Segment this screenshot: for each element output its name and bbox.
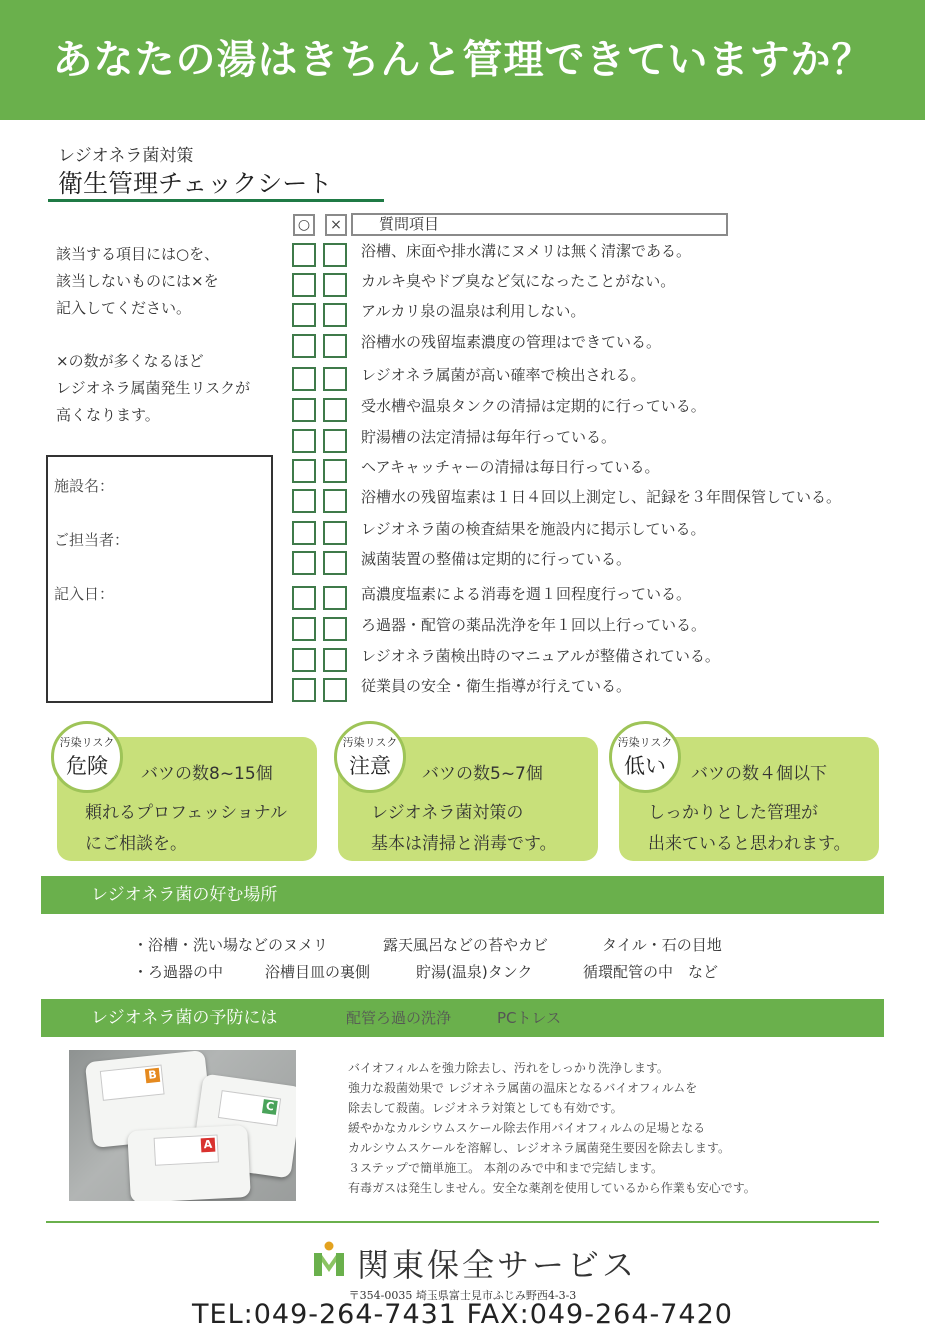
person-in-charge-field[interactable]: ご担当者：: [54, 531, 130, 549]
instruction-line: 記入してください。: [56, 299, 192, 317]
description-line: バイオフィルムを強力除去し、汚れをしっかり洗浄します。: [348, 1061, 669, 1075]
risk-message-line: しっかりとした管理が: [648, 803, 818, 823]
place-item: 循環配管の中 など: [583, 963, 719, 981]
page-title: あなたの湯はきちんと管理できていますか？: [52, 37, 873, 83]
place-item: 貯湯(温泉)タンク: [416, 963, 533, 981]
cross-count-range: バツの数４個以下: [691, 764, 827, 784]
product-photo: [69, 1050, 296, 1201]
header-banner: [0, 0, 925, 120]
question-column-header: 質問項目: [351, 213, 728, 236]
risk-badge-caption: 汚染リスク: [617, 736, 673, 749]
ok-checkbox[interactable]: [292, 303, 316, 327]
place-item: 露天風呂などの苔やカビ: [383, 936, 549, 954]
description-line: 緩やかなカルシウムスケール除去作用バイオフィルムの足場となる: [348, 1121, 706, 1135]
ok-checkbox[interactable]: [292, 617, 316, 641]
sheet-subtitle: レジオネラ菌対策: [58, 146, 194, 166]
section-title: レジオネラ菌の好む場所: [91, 885, 278, 905]
instruction-line: 該当する項目には○を、: [56, 245, 220, 263]
risk-card-low: [619, 737, 879, 861]
description-line: カルシウムスケールを溶解し、レジオネラ属菌発生要因を除去します。: [348, 1141, 730, 1155]
risk-message-line: レジオネラ菌対策の: [371, 803, 524, 823]
instruction-line: レジオネラ属菌発生リスクが: [56, 379, 251, 397]
risk-level-label: 危険: [66, 754, 108, 778]
ok-checkbox[interactable]: [292, 429, 316, 453]
facility-info-box[interactable]: [46, 455, 273, 703]
ng-checkbox[interactable]: [323, 617, 347, 641]
risk-card-caution: [338, 737, 598, 861]
product-bag-label: [100, 1065, 165, 1101]
ok-checkbox[interactable]: [292, 678, 316, 702]
footer-divider: [46, 1221, 879, 1223]
section-title: レジオネラ菌の予防には: [91, 1008, 278, 1028]
risk-badge: [609, 721, 681, 793]
risk-message-line: 出来ていると思われます。: [648, 834, 851, 854]
risk-message-line: 頼れるプロフェッショナル: [85, 803, 287, 823]
ok-checkbox[interactable]: [292, 243, 316, 267]
ok-checkbox[interactable]: [292, 521, 316, 545]
question-item: レジオネラ属菌が高い確率で検出される。: [361, 366, 646, 384]
risk-level-label: 低い: [624, 754, 666, 778]
question-item: 貯湯槽の法定清掃は毎年行っている。: [361, 428, 617, 446]
product-name: 配管ろ過の洗浄: [346, 1009, 452, 1027]
facility-name-field[interactable]: 施設名：: [54, 477, 115, 495]
description-line: 除去して殺菌。レジオネラ対策としても有効です。: [348, 1101, 623, 1115]
title-underline: [48, 199, 384, 202]
contact-numbers: TEL:049-264-7431 FAX:049-264-7420: [192, 1299, 733, 1330]
sheet-title: 衛生管理チェックシート: [58, 169, 333, 198]
product-bag-label: [154, 1134, 219, 1165]
ng-checkbox[interactable]: [323, 586, 347, 610]
ng-checkbox[interactable]: [323, 303, 347, 327]
ok-column-header: ○: [293, 214, 315, 236]
risk-level-label: 注意: [349, 754, 391, 778]
bag-letter-badge: A: [201, 1138, 216, 1153]
risk-card-danger: [57, 737, 317, 861]
question-item: 高濃度塩素による消毒を週１回程度行っている。: [361, 585, 692, 603]
ok-checkbox[interactable]: [292, 334, 316, 358]
question-item: 滅菌装置の整備は定期的に行っている。: [361, 550, 632, 568]
ng-column-header: ×: [325, 214, 347, 236]
place-item: ・浴槽・洗い場などのヌメリ: [133, 936, 329, 954]
question-item: 浴槽水の残留塩素濃度の管理はできている。: [361, 333, 662, 351]
ok-checkbox[interactable]: [292, 459, 316, 483]
risk-badge-caption: 汚染リスク: [342, 736, 398, 749]
ng-checkbox[interactable]: [323, 551, 347, 575]
place-item: タイル・石の目地: [602, 936, 722, 954]
risk-message-line: にご相談を。: [85, 834, 187, 854]
instruction-line: ×の数が多くなるほど: [56, 352, 204, 370]
ok-checkbox[interactable]: [292, 648, 316, 672]
description-line: 強力な殺菌効果で レジオネラ属菌の温床となるバイオフィルムを: [348, 1081, 698, 1095]
ng-checkbox[interactable]: [323, 678, 347, 702]
question-item: 従業員の安全・衛生指導が行えている。: [361, 677, 632, 695]
ng-checkbox[interactable]: [323, 398, 347, 422]
bag-letter-badge: C: [262, 1099, 278, 1115]
question-item: アルカリ泉の温泉は利用しない。: [361, 302, 586, 320]
product-name: PCトレス: [497, 1009, 562, 1027]
company-logo-icon: [312, 1240, 346, 1278]
risk-message-line: 基本は清掃と消毒です。: [371, 834, 557, 854]
company-name: 関東保全サービス: [357, 1246, 638, 1284]
places-section-header: [41, 876, 884, 914]
product-bag: [127, 1125, 251, 1201]
description-line: 有毒ガスは発生しません。安全な薬剤を使用しているから作業も安心です。: [348, 1181, 756, 1195]
ok-checkbox[interactable]: [292, 489, 316, 513]
ng-checkbox[interactable]: [323, 334, 347, 358]
ng-checkbox[interactable]: [323, 648, 347, 672]
instruction-line: 該当しないものには×を: [56, 272, 219, 290]
bag-letter-badge: B: [145, 1068, 160, 1083]
ok-checkbox[interactable]: [292, 586, 316, 610]
ng-checkbox[interactable]: [323, 489, 347, 513]
ng-checkbox[interactable]: [323, 459, 347, 483]
question-item: カルキ臭やドブ臭など気になったことがない。: [361, 272, 676, 290]
cross-count-range: バツの数8~15個: [141, 764, 273, 784]
question-item: 浴槽、床面や排水溝にヌメリは無く清潔である。: [361, 242, 692, 260]
ok-checkbox[interactable]: [292, 398, 316, 422]
ng-checkbox[interactable]: [323, 429, 347, 453]
description-line: ３ステップで簡単施工。 本剤のみで中和まで完結します。: [348, 1161, 663, 1175]
product-bag-label: [218, 1090, 281, 1126]
ng-checkbox[interactable]: [323, 273, 347, 297]
company-address: 〒354-0035 埼玉県富士見市ふじみ野西4-3-3: [348, 1289, 577, 1302]
question-item: ヘアキャッチャーの清掃は毎日行っている。: [361, 458, 660, 476]
ok-checkbox[interactable]: [292, 367, 316, 391]
place-item: 浴槽目皿の裏側: [265, 963, 371, 981]
ng-checkbox[interactable]: [323, 243, 347, 267]
risk-badge: [51, 721, 123, 793]
question-item: 浴槽水の残留塩素は１日４回以上測定し、記録を３年間保管している。: [361, 488, 842, 506]
risk-badge-caption: 汚染リスク: [59, 736, 115, 749]
product-description: [348, 1058, 756, 1198]
place-item: ・ろ過器の中: [133, 963, 224, 981]
risk-badge: [334, 721, 406, 793]
ng-checkbox[interactable]: [323, 367, 347, 391]
instruction-line: 高くなります。: [56, 406, 160, 424]
prevention-section-header: [41, 999, 884, 1037]
question-item: 受水槽や温泉タンクの清掃は定期的に行っている。: [361, 397, 706, 415]
question-item: ろ過器・配管の薬品洗浄を年１回以上行っている。: [361, 616, 707, 634]
question-item: レジオネラ菌検出時のマニュアルが整備されている。: [361, 647, 720, 665]
ok-checkbox[interactable]: [292, 551, 316, 575]
cross-count-range: バツの数5~7個: [422, 764, 543, 784]
ok-checkbox[interactable]: [292, 273, 316, 297]
ng-checkbox[interactable]: [323, 521, 347, 545]
entry-date-field[interactable]: 記入日：: [54, 585, 115, 603]
question-item: レジオネラ菌の検査結果を施設内に掲示している。: [361, 520, 706, 538]
